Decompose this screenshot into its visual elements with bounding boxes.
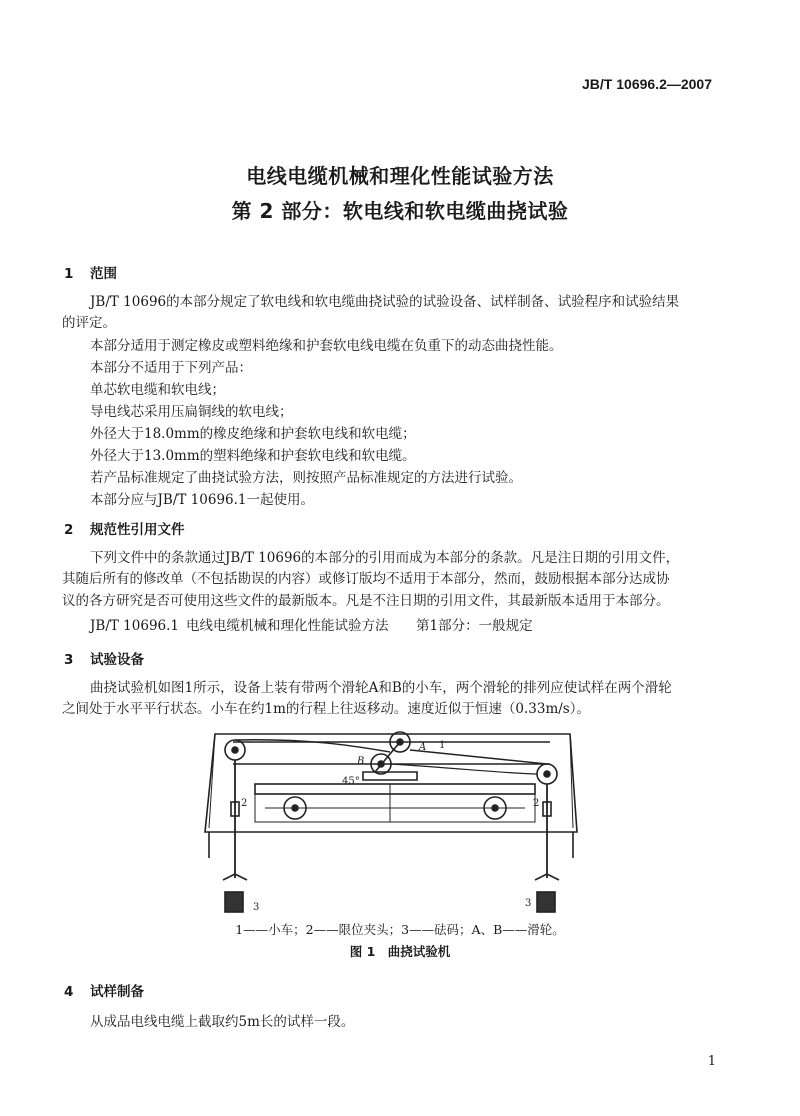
figure-legend: 1——小车；2——限位夹头；3——砝码；A、B——滑轮。 [235, 922, 565, 937]
paragraph-line: 议的各方研究是否可使用这些文件的最新版本。凡是不注日期的引用文件，其最新版本适用于本部分。 [62, 593, 670, 609]
section-4-heading [64, 980, 144, 1000]
label-1: 1 [439, 740, 446, 751]
paragraph-line: 本部分应与JB/T 10696.1一起使用。 [90, 492, 315, 508]
label-clamp-left: 2 [241, 798, 248, 809]
section-1-heading [64, 262, 117, 282]
section-2-heading [64, 518, 185, 538]
page-number: 1 [707, 1054, 716, 1069]
paragraph-line: 若产品标准规定了曲挠试验方法，则按照产品标准规定的方法进行试验。 [90, 470, 522, 486]
standard-code: JB/T 10696.2—2007 [582, 76, 712, 92]
list-item: 导电线芯采用压扁铜线的软电线； [90, 404, 293, 420]
paragraph-line: JB/T 10696的本部分规定了软电线和软电缆曲挠试验的试验设备、试样制备、试验程序和试验结果 [90, 294, 680, 310]
section-title: 范围 [90, 266, 117, 282]
list-item: 外径大于18.0mm的橡皮绝缘和护套软电线和软电缆； [90, 426, 416, 442]
document-title: 电线电缆机械和理化性能试验方法 [246, 164, 554, 188]
section-3-heading [64, 648, 144, 668]
reference-title: 电线电缆机械和理化性能试验方法 [186, 618, 389, 634]
section-number: 2 [64, 522, 74, 538]
paragraph-line: 本部分不适用于下列产品： [90, 360, 252, 376]
list-item: 外径大于13.0mm的塑料绝缘和护套软电线和软电缆。 [90, 448, 416, 464]
section-title: 试样制备 [90, 984, 144, 1000]
bending-test-machine-diagram [195, 728, 595, 922]
paragraph-line: 其随后所有的修改单（不包括勘误的内容）或修订版均不适用于本部分，然而，鼓励根据本部分达成协 [62, 571, 670, 587]
figure-title: 图 1 曲挠试验机 [349, 944, 451, 959]
paragraph-line: 曲挠试验机如图1所示，设备上装有带两个滑轮A和B的小车，两个滑轮的排列应使试样在两个滑轮 [90, 680, 672, 696]
paragraph-line: 本部分适用于测定橡皮或塑料绝缘和护套软电线电缆在负重下的动态曲挠性能。 [90, 338, 563, 354]
normative-reference [90, 614, 533, 634]
label-weight-right: 3 [525, 898, 532, 909]
paragraph-line: 下列文件中的条款通过JB/T 10696的本部分的引用而成为本部分的条款。凡是注日期的引用文件， [90, 550, 680, 566]
label-pulley-b: B [357, 756, 365, 767]
label-weight-left: 3 [253, 902, 260, 913]
reference-part: 第1部分：一般规定 [416, 618, 533, 634]
document-subtitle: 第 2 部分：软电线和软电缆曲挠试验 [231, 199, 569, 223]
label-pulley-a: A [419, 742, 427, 753]
list-item: 单芯软电缆和软电线； [90, 382, 225, 398]
section-number: 1 [64, 266, 74, 282]
paragraph-line: 之间处于水平平行状态。小车在约1m的行程上往返移动。速度近似于恒速（0.33m/s）。 [62, 701, 590, 717]
label-angle: 45° [342, 776, 360, 787]
section-title: 规范性引用文件 [90, 522, 185, 538]
section-title: 试验设备 [90, 652, 144, 668]
paragraph-line: 的评定。 [62, 315, 116, 331]
reference-code: JB/T 10696.1 [90, 618, 180, 634]
section-number: 3 [64, 652, 74, 668]
label-clamp-right: 2 [533, 798, 540, 809]
paragraph-line: 从成品电线电缆上截取约5m长的试样一段。 [90, 1014, 355, 1030]
section-number: 4 [64, 984, 74, 1000]
